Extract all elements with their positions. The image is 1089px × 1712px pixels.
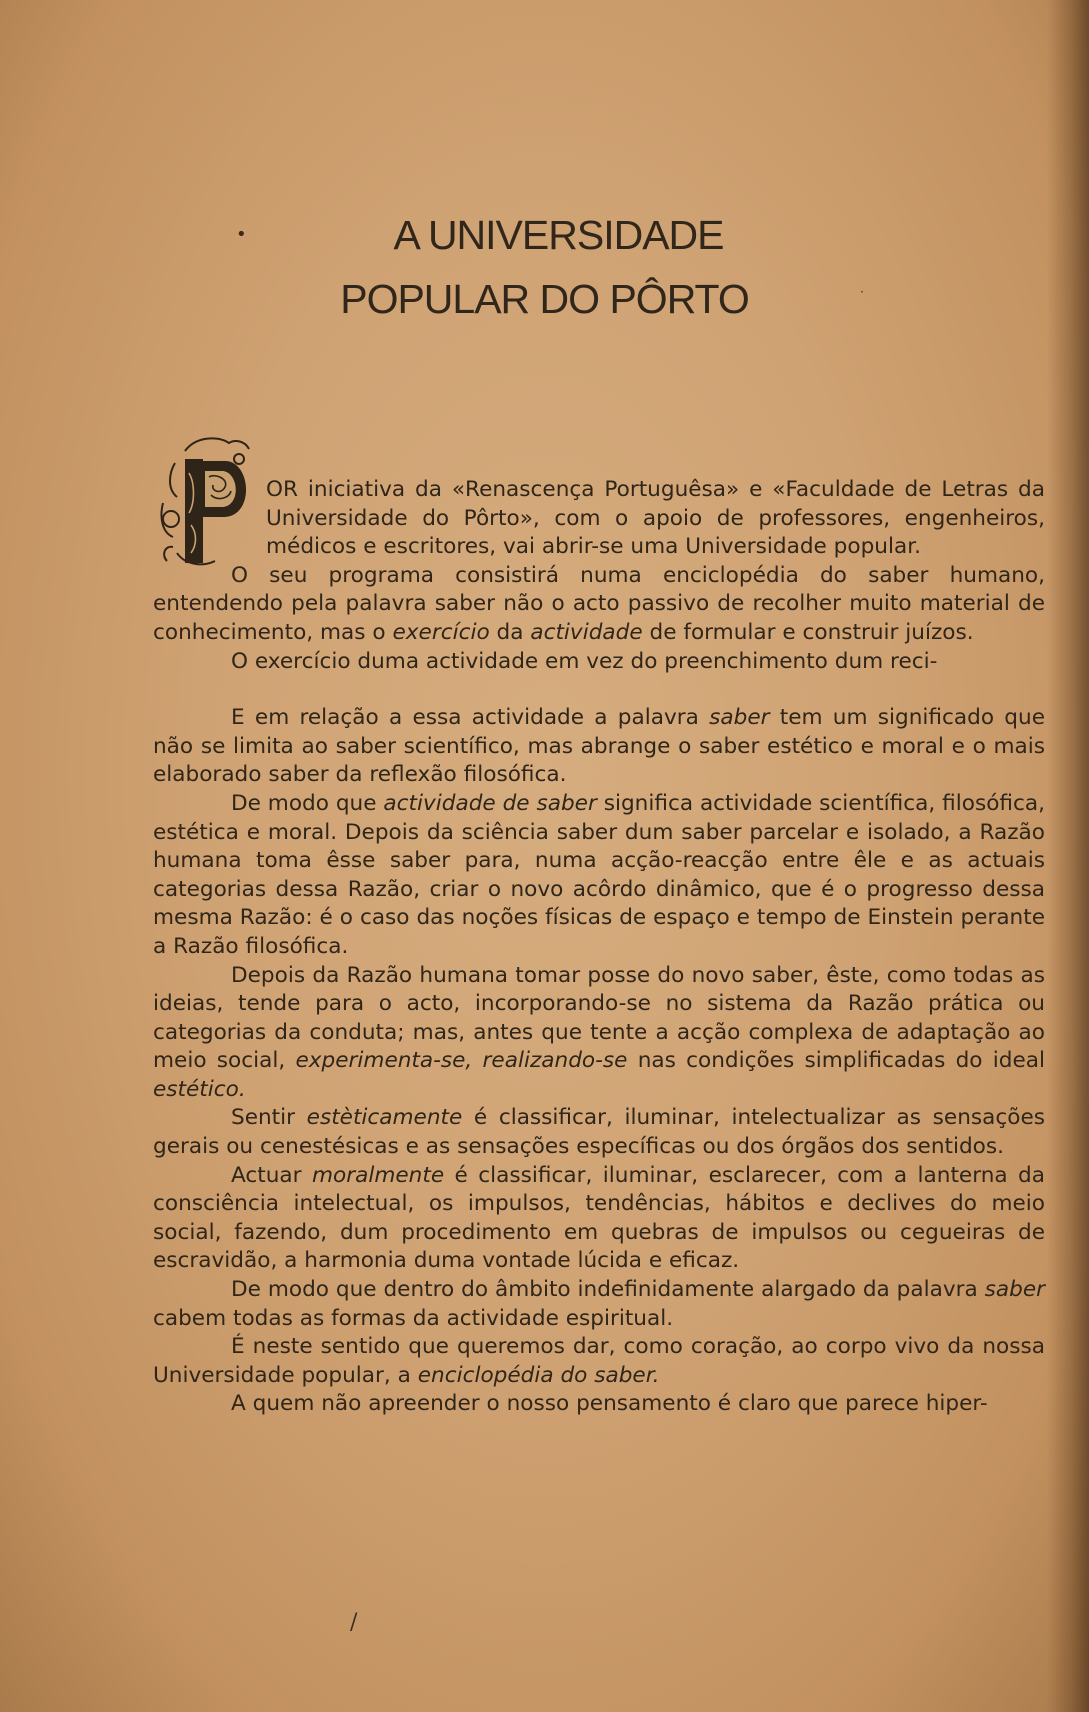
paragraph: É neste sentido que queremos dar, como coração, ao corpo vivo da nossa Universidade popular, a enciclopédia do saber. — [153, 1334, 1045, 1388]
paragraph: E em relação a essa actividade a palavra saber tem um significado que não se limita ao saber scientífico, mas abrange o saber estético e moral e o mais elaborado saber da reflexão filosófica. — [153, 705, 1045, 788]
paragraph: O seu programa consistirá numa enciclopédia do saber humano, entendendo pela palavra saber não o acto passivo de recolher muito material de conhecimento, mas o exercício da actividade de formular e construir juízos. — [153, 562, 1045, 645]
paragraph: A quem não apreender o nosso pensamento é claro que parece hiper- — [231, 1391, 988, 1417]
paragraph: OR iniciativa da «Renascença Portuguêsa» e «Faculdade de Letras da Universidade do Pôrto», com o apoio de professores, engenheiros, médicos e escritores, vai abrir-se uma Universidade popular. — [266, 477, 1045, 560]
paragraph: De modo que dentro do âmbito indefinidamente alargado da palavra saber cabem todas as formas da actividade espiritual. — [153, 1277, 1045, 1331]
ink-fleck: • — [236, 224, 247, 245]
article-body — [153, 476, 1045, 1419]
ink-fleck: · — [860, 285, 864, 299]
paragraph: De modo que actividade de saber significa actividade scientífica, filosófica, estética e moral. Depois da sciência saber dum saber parcelar e isolado, a Razão humana toma êsse saber para, numa acção-reacção entre êle e as actuais categorias dessa Razão, criar o novo acôrdo dinâmico, que é o progresso dessa mesma Razão: é o caso das noções físicas de espaço e tempo de Einstein perante a Razão filosófica. — [153, 790, 1045, 959]
page-title-line-2: POPULAR DO PÔRTO — [340, 276, 749, 322]
page-number: / — [350, 1610, 358, 1635]
paragraph: O exercício duma actividade em vez do preenchimento dum reci- — [231, 648, 938, 674]
paragraph: Actuar moralmente é classificar, iluminar, esclarecer, com a lanterna da consciência intelectual, os impulsos, tendências, hábitos e declives do meio social, fazendo, dum procedimento em quebras de impulsos ou cegueiras de escravidão, a harmonia duma vontade lúcida e eficaz. — [153, 1162, 1045, 1274]
page-title-line-1: A UNIVERSIDADE — [393, 212, 724, 258]
paragraph: Sentir estèticamente é classificar, iluminar, intelectualizar as sensações gerais ou cenestésicas e as sensações específicas ou dos órgãos dos sentidos. — [153, 1105, 1045, 1160]
paragraph: Depois da Razão humana tomar posse do novo saber, êste, como todas as ideias, tende para o acto, incorporando-se no sistema da Razão prática ou categorias da conduta; mas, antes que tente a acção complexa de adaptação ao meio social, experimenta-se, realizando-se nas condições simplificadas do ideal estético. — [153, 962, 1045, 1102]
